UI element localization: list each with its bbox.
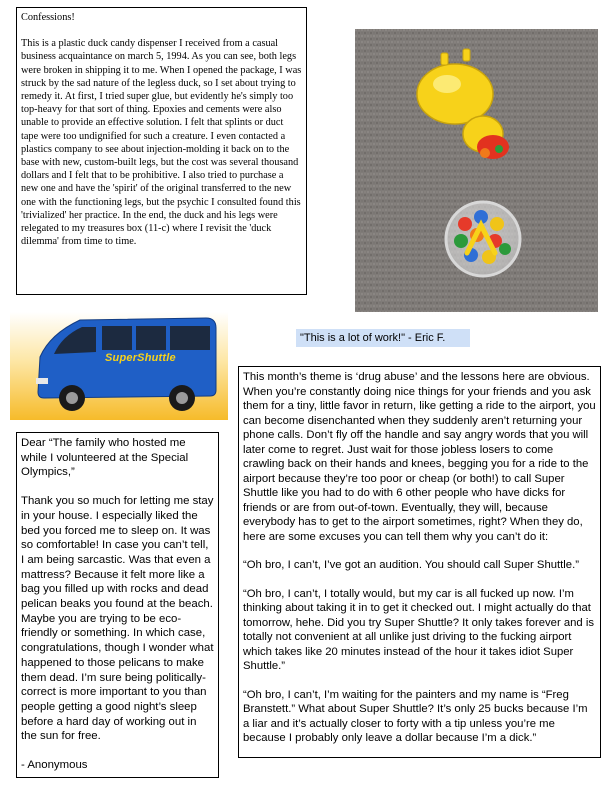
column-excuse-2: “Oh bro, I can’t, I totally would, but my car is all fucked up now. I’m thinking about taking it in to get it checked out. I might actually do that tomorrow, hehe. Did you try Super Shuttle? It only takes forever and is totally not convenient at all unlike just driving to the fucking airport which takes like 20 minutes instead of the hour it takes idiot Super Shuttle.” bbox=[243, 587, 595, 672]
confession-box bbox=[16, 7, 307, 295]
duck-dispenser-photo bbox=[355, 29, 598, 312]
duck-photo-graphic bbox=[355, 29, 598, 312]
supershuttle-van-photo bbox=[10, 312, 228, 420]
column-box bbox=[238, 366, 601, 758]
letter-salutation: Dear “The family who hosted me while I volunteered at the Special Olympics,” bbox=[21, 437, 189, 479]
van-brand-logo: SuperShuttle bbox=[105, 352, 176, 364]
letter-signature: - Anonymous bbox=[21, 759, 88, 772]
letter-box bbox=[16, 432, 219, 778]
van-graphic bbox=[10, 312, 228, 420]
column-excuse-3: “Oh bro, I can’t, I’m waiting for the painters and my name is “Freg Branstett.” What about Super Shuttle? It’s only 25 bucks because I’m a liar and it’s actually closer to forty with a tip unless you’re me because I probably only leave a dollar because I’m a dick.” bbox=[243, 688, 588, 744]
quote-caption bbox=[296, 329, 470, 347]
letter-body: Thank you so much for letting me stay in your house. I especially liked the bed you forced me to sleep on. It was so comfortable! In case you can’t tell, I am being sarcastic. Was that even a mattress? Because it felt more like a bag you filled up with rocks and dead pelican beaks you found at the beach. Maybe you are trying to be eco-friendly or something. In which case, congratulations, though I wonder what happened to those pelicans to make them dead. I’m sure being politically-correct is more important to you than people getting a good night’s sleep before a hard day of working out in the sun for free. bbox=[21, 495, 214, 743]
column-excuse-1: “Oh bro, I can’t, I’ve got an audition. You should call Super Shuttle.” bbox=[243, 559, 579, 571]
confession-title: Confessions! bbox=[21, 12, 75, 23]
confession-body: This is a plastic duck candy dispenser I received from a casual business acquaintance on march 5, 1994. As you can see, both legs were broken in shipping it to me. When I opened the package, I was struck by the sad nature of the legless duck, so I set about trying to remedy it. At first, I tried super glue, but evidently he's simply too top-heavy for that sort of thing. Epoxies and cements were also unable to provide an effective solution. I felt that splints or duct tape were too undignified for such a creature. I even contacted a plastics company to see about injection-molding it back on to the base with new, custom-built legs, but the cost was several thousand dollars and I felt that to be prohibitive. I also tried to purchase a new one and have the 'spirit' of the original transferred to the new one with the functioning legs, but the psychic I consulted found this 'trivialized' her practice. In the end, the duck and his legs were relegated to my treasures box (11-c) where I revisit the 'duck dilemma' from time to time. bbox=[21, 38, 302, 248]
column-intro: This month’s theme is ‘drug abuse’ and the lessons here are obvious. When you’re constantly doing nice things for your friends and you ask them for a tiny, little favor in return, like getting a ride to the airport, you can become disenchanted when they suddenly aren’t returning your phone calls. Don’t fly off the handle and say angry words that you will later come to regret. Just wait for those jobless losers to come crawling back on their hands and knees, begging you for a ride to the airport because they’re too poor or cheap (or both!) to call Super Shuttle like you had to do with 6 other people who have dicks for friends or are from out-of-town. Eventually, they will, because everybody has to get to the airport sometimes, right? When they do, here are some excuses you can tell them why you can’t do it: bbox=[243, 371, 596, 543]
quote-text: "This is a lot of work!" - Eric F. bbox=[300, 332, 446, 344]
